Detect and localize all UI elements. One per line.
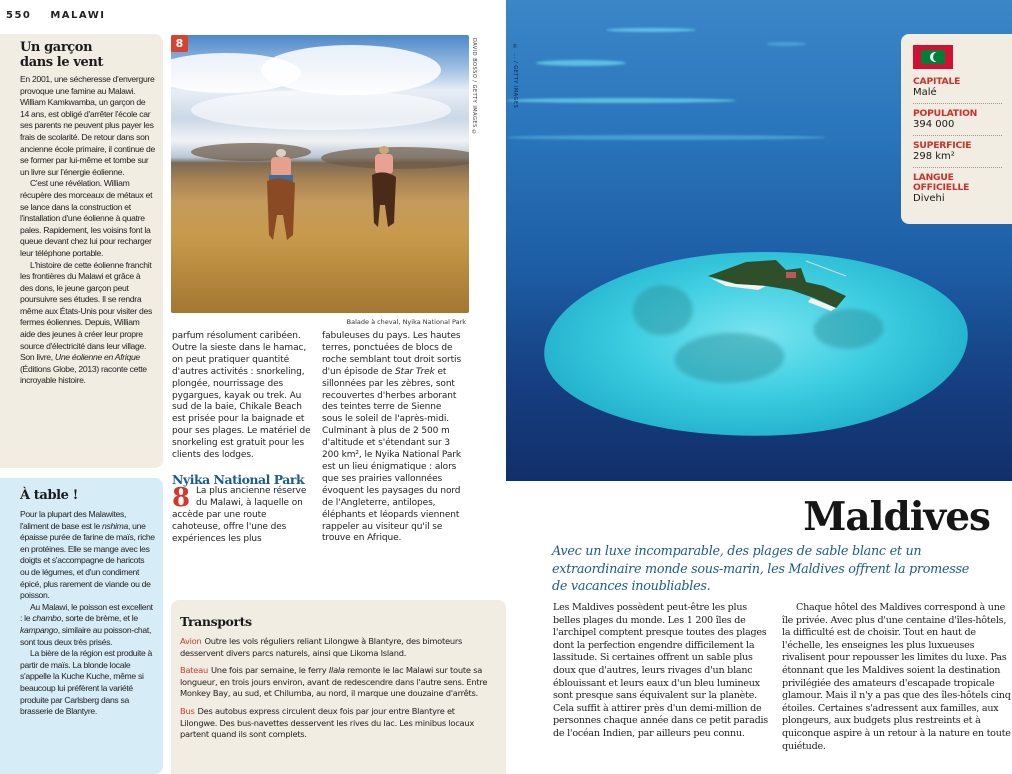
box-text (20, 509, 155, 718)
country-facts-box (901, 34, 1012, 224)
intro-standfirst: Avec un luxe incomparable, des plages de sable blanc et un extraordinaire monde sous-marin, les Maldives offrent la promesse de vacances inoubliables. (552, 544, 970, 594)
paragraph: parfum résolument caribéen. Outre la sieste dans le hamac, on peut pratiquer quantité d'autres activités : snorkeling, plongée, nourrissage des pygargues, kayak ou trek. Au sud de la baie, Chikale Beach est prisée pour la baignade et pour ses plages. Le matériel de snorkeling est gratuit pour les clients des lodges. (172, 331, 311, 461)
fact-value: 394 000 (913, 119, 955, 130)
section-name: MALAWI (50, 10, 106, 21)
paragraph: En 2001, une sécheresse d'envergure provoque une famine au Malawi. William Kamkwamba, un garçon de 14 ans, est obligé d'arrêter l'école car ses parents ne peuvent plus payer les frais de scolarité. De retour dans son ancienne école primaire, il continue de se former par lui-même et tombe sur un livre sur l'énergie éolienne. (20, 74, 155, 177)
text-column-a (172, 331, 314, 545)
cloud (191, 90, 451, 130)
sidebar-box-a-table (0, 478, 163, 774)
crescent-cut (933, 52, 942, 62)
coral-patch (813, 308, 884, 350)
transport-label: Avion (180, 636, 202, 646)
transports-box (171, 600, 506, 774)
photo-horse-riding (171, 35, 469, 313)
coral-patch (632, 284, 694, 336)
paragraph (20, 509, 155, 602)
fact-population (913, 107, 1002, 136)
paragraph-text: (Éditions Globe, 2013) raconte cette incroyable histoire. (20, 363, 147, 386)
reef (606, 28, 696, 32)
section-heading-nyika: Nyika National Park (172, 471, 305, 487)
transport-label: Bus (180, 705, 195, 716)
paragraph (20, 602, 155, 648)
fact-label: SUPERFICIE (913, 140, 972, 151)
photo-caption: Balade à cheval, Nyika National Park (346, 318, 466, 326)
fact-value: Malé (913, 87, 937, 98)
box-title: Transports (180, 614, 252, 629)
right-page (506, 0, 1012, 774)
fact-value: Divehi (913, 193, 945, 204)
text: , sorte de brème, et le (61, 613, 138, 624)
transport-text: Une fois par semaine, le ferry (210, 665, 329, 676)
body-column-b (782, 602, 1012, 753)
transport-text: remonte le lac Malawi sur toute sa longueur, en trois jours environ, avant de redescendre dans l'autre sens. Entre Monkey Bay, au sud, et Chilumba, au nord, il marque une douzaine d'arrêts. (180, 665, 488, 699)
paragraph-text: L'histoire de cette éolienne franchit les frontières du Malawi et grâce à des dons, le jeune garçon peut poursuivre ses études. Il se rendra même aux États-Unis pour visiter des fermes éoliennes. Depuis, William aide des jeunes à créer leur propre source d'électricité dans leur village. Son livre, (20, 259, 153, 363)
text: Au Malawi, le poisson est excellent : le (20, 601, 153, 624)
fact-label: POPULATION (913, 108, 978, 119)
text-em: chambo (32, 613, 62, 624)
photo-credit: DAVID BOSSO / GETTY IMAGES © (471, 38, 477, 137)
rider-horse-1 (259, 145, 303, 245)
fact-langue (913, 171, 1002, 209)
paragraph-text: Chaque hôtel des Maldives correspond à une île privée. Avec plus d'une centaine d'îles-hôtels, la difficulté est de choisir. Tout en haut de l'échelle, les enseignes les plus luxueuses rivalisent pour repousser les limites du luxe. Pas étonnant que les Maldives soient la destination privilégiée des amateurs d'escapade tropicale glamour. Mais il n'y a pas que des îles-hôtels cinq étoiles. Certaines s'adressent aux familles, aux plongeurs, aux budgets plus restreints et à quiconque aspire à un retour à la nature en toute quiétude. (782, 602, 1011, 752)
reef (766, 42, 806, 46)
site-number: 8 (172, 482, 190, 513)
flag-field (921, 50, 945, 64)
fact-capitale (913, 75, 1002, 104)
reef (506, 135, 826, 140)
resort-island (706, 256, 846, 311)
book-title: Une éolienne en Afrique (54, 352, 140, 363)
rider-horse-2 (366, 143, 402, 233)
paragraph-text: La plus ancienne réserve du Malawi, à laquelle on accède par une route cahoteuse, offre l'une des expériences les plus (172, 485, 307, 544)
running-head (6, 10, 105, 21)
text-em: kampango (20, 624, 58, 635)
cloud (261, 45, 441, 95)
photo-credit: © ... / GETTY IMAGES (512, 44, 518, 109)
sidebar-box-garcon (0, 34, 163, 468)
transport-label: Bateau (180, 665, 208, 676)
text-em: Star Trek (395, 366, 435, 377)
maldives-flag-icon (913, 45, 953, 69)
body-column-a: Les Maldives possèdent peut-être les plus belles plages du monde. Les 1 200 îles de l'archipel comptent presque toutes des plages dont la perfection engendre difficilement la lassitude. Si certaines offrent un sable plus doux que d'autres, leurs rivages d'un blanc éblouissant et leurs eaux d'un bleu lumineux sont presque sans équivalent sur la planète. Cela suffit à attirer près d'un demi-million de personnes chaque année dans ce petit paradis de l'océan Indien, par ailleurs peu connu. (553, 602, 768, 739)
text: Pour la plupart des Malawites, l'aliment de base est le (20, 509, 127, 531)
page-number: 550 (6, 10, 32, 21)
text: , similaire au poisson-chat, sont tous deux très prisés. (20, 624, 152, 647)
paragraph: La bière de la région est produite à partir de maïs. La blonde locale s'appelle la Kuche Kuche, même si beaucoup lui préfèrent la variété produite par Carlsberg dans sa brasserie de Blantyre. (20, 648, 153, 717)
paragraph (172, 482, 314, 546)
paragraph (20, 260, 155, 388)
text: fabuleuses du pays. Les hautes terres, ponctuées de blocs de roche semblant tout droit sortis d'un épisode de (322, 331, 462, 377)
fact-superficie (913, 139, 1002, 168)
transport-text: Des autobus express circulent deux fois par jour entre Blantyre et Lilongwe. Des bus-navettes desservent les rives du lac. Les minibus locaux partent quand ils sont complets. (180, 705, 475, 740)
transport-item-avion (180, 636, 494, 659)
text: , une épaisse purée de farine de maïs, riche en protéines. Elle se mange avec les doigts et s'accompagne de haricots ou de légumes, et d'un condiment épicé, plus rarement de viande ou de poisson. (20, 520, 155, 601)
transport-item-bateau (180, 665, 494, 700)
transport-item-bus (180, 706, 494, 741)
fact-label: LANGUE OFFICIELLE (913, 172, 970, 193)
text-column-b (322, 331, 464, 545)
country-title: Maldives (803, 494, 990, 540)
ferry-name: Ilala (328, 665, 345, 676)
text-em: nshima (102, 520, 128, 531)
box-title: Un garçon dans le vent (20, 40, 104, 70)
box-text (20, 74, 155, 387)
photo-number-badge: 8 (171, 35, 188, 52)
transport-text: Outre les vols réguliers reliant Lilongwe à Blantyre, des bimoteurs desservent divers parcs naturels, ainsi que Likoma Island. (180, 636, 463, 658)
box-title: À table ! (20, 488, 78, 503)
reef (506, 98, 736, 103)
fact-label: CAPITALE (913, 76, 961, 87)
coral-patch (674, 331, 786, 385)
fact-value: 298 km² (913, 151, 955, 162)
paragraph: C'est une révélation. William récupère des morceaux de métaux et se lance dans la construction et l'installation d'une éolienne à quatre pales. Rapidement, les voisins font la queue devant chez lui pour recharger leur téléphone portable. (20, 178, 153, 258)
paragraph (322, 331, 464, 545)
reef (536, 60, 626, 66)
text: et sillonnées par les zèbres, sont recouvertes d'herbes arborant des teintes terre de Sienne sous le soleil de l'après-midi. Culminant à plus de 2 500 m d'altitude et s'étendant sur 3 200 km², le Nyika National Park est un lieu énigmatique : alors que ses prairies vallonnées évoquent les paysages du nord de l'Angleterre, antilopes, éléphants et léopards viennent rappeler au visiteur qu'il se trouve en Afrique. (322, 366, 461, 544)
